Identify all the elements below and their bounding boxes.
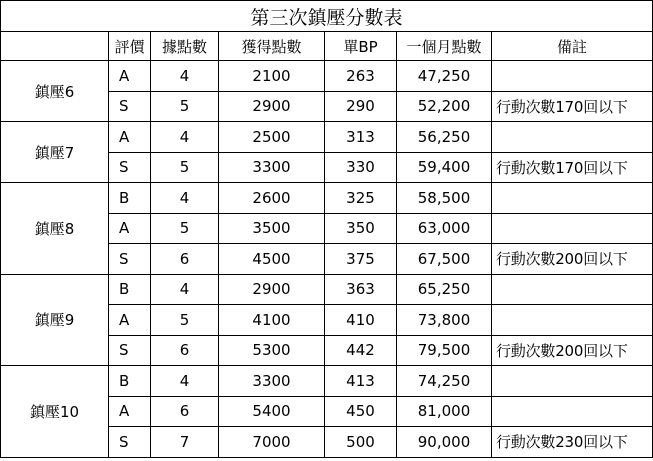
rating-cell: B bbox=[109, 183, 151, 214]
monthly-cell: 79,500 bbox=[397, 335, 492, 366]
note-cell: 行動次數170回以下 bbox=[492, 91, 653, 122]
table-title: 第三次鎮壓分數表 bbox=[1, 1, 653, 32]
header-row bbox=[1, 32, 653, 61]
bases-cell: 7 bbox=[151, 427, 219, 458]
monthly-cell: 73,800 bbox=[397, 305, 492, 336]
note-cell: 行動次數170回以下 bbox=[492, 152, 653, 183]
monthly-cell: 59,400 bbox=[397, 152, 492, 183]
bp-cell: 410 bbox=[325, 305, 397, 336]
note-cell bbox=[492, 396, 653, 427]
bp-cell: 330 bbox=[325, 152, 397, 183]
points-cell: 4500 bbox=[219, 244, 325, 275]
header-note: 備註 bbox=[492, 32, 653, 61]
table-body bbox=[1, 61, 653, 458]
bases-cell: 5 bbox=[151, 152, 219, 183]
note-cell: 行動次數200回以下 bbox=[492, 335, 653, 366]
bases-cell: 6 bbox=[151, 244, 219, 275]
bp-cell: 290 bbox=[325, 91, 397, 122]
bp-cell: 325 bbox=[325, 183, 397, 214]
group-label: 鎮壓6 bbox=[1, 61, 109, 122]
header-bases: 據點數 bbox=[151, 32, 219, 61]
points-cell: 2500 bbox=[219, 122, 325, 153]
bp-cell: 442 bbox=[325, 335, 397, 366]
bases-cell: 4 bbox=[151, 366, 219, 397]
table-row bbox=[1, 366, 653, 397]
rating-cell: S bbox=[109, 244, 151, 275]
bases-cell: 4 bbox=[151, 274, 219, 305]
monthly-cell: 74,250 bbox=[397, 366, 492, 397]
points-cell: 4100 bbox=[219, 305, 325, 336]
bp-cell: 363 bbox=[325, 274, 397, 305]
rating-cell: B bbox=[109, 366, 151, 397]
bp-cell: 350 bbox=[325, 213, 397, 244]
rating-cell: A bbox=[109, 305, 151, 336]
table-row bbox=[1, 61, 653, 92]
note-cell bbox=[492, 305, 653, 336]
points-cell: 5300 bbox=[219, 335, 325, 366]
rating-cell: A bbox=[109, 213, 151, 244]
points-cell: 2100 bbox=[219, 61, 325, 92]
header-rating: 評價 bbox=[109, 32, 151, 61]
table-row bbox=[1, 122, 653, 153]
header-bp: 單BP bbox=[325, 32, 397, 61]
group-label: 鎮壓10 bbox=[1, 366, 109, 458]
monthly-cell: 90,000 bbox=[397, 427, 492, 458]
points-cell: 3300 bbox=[219, 366, 325, 397]
rating-cell: A bbox=[109, 122, 151, 153]
group-label: 鎮壓9 bbox=[1, 274, 109, 366]
bp-cell: 313 bbox=[325, 122, 397, 153]
table-row bbox=[1, 274, 653, 305]
monthly-cell: 67,500 bbox=[397, 244, 492, 275]
rating-cell: S bbox=[109, 427, 151, 458]
note-cell bbox=[492, 183, 653, 214]
bp-cell: 450 bbox=[325, 396, 397, 427]
bases-cell: 5 bbox=[151, 305, 219, 336]
points-cell: 2900 bbox=[219, 91, 325, 122]
bases-cell: 6 bbox=[151, 396, 219, 427]
rating-cell: S bbox=[109, 152, 151, 183]
rating-cell: B bbox=[109, 274, 151, 305]
monthly-cell: 65,250 bbox=[397, 274, 492, 305]
note-cell: 行動次數200回以下 bbox=[492, 244, 653, 275]
group-label: 鎮壓7 bbox=[1, 122, 109, 183]
bases-cell: 4 bbox=[151, 183, 219, 214]
bp-cell: 375 bbox=[325, 244, 397, 275]
monthly-cell: 81,000 bbox=[397, 396, 492, 427]
bases-cell: 4 bbox=[151, 61, 219, 92]
monthly-cell: 63,000 bbox=[397, 213, 492, 244]
header-monthly: 一個月點數 bbox=[397, 32, 492, 61]
monthly-cell: 52,200 bbox=[397, 91, 492, 122]
points-cell: 3300 bbox=[219, 152, 325, 183]
bp-cell: 500 bbox=[325, 427, 397, 458]
monthly-cell: 58,500 bbox=[397, 183, 492, 214]
monthly-cell: 47,250 bbox=[397, 61, 492, 92]
points-cell: 2900 bbox=[219, 274, 325, 305]
bases-cell: 6 bbox=[151, 335, 219, 366]
rating-cell: A bbox=[109, 396, 151, 427]
points-cell: 5400 bbox=[219, 396, 325, 427]
note-cell bbox=[492, 274, 653, 305]
note-cell bbox=[492, 213, 653, 244]
rating-cell: S bbox=[109, 91, 151, 122]
note-cell bbox=[492, 366, 653, 397]
bases-cell: 4 bbox=[151, 122, 219, 153]
header-points: 獲得點數 bbox=[219, 32, 325, 61]
monthly-cell: 56,250 bbox=[397, 122, 492, 153]
points-cell: 2600 bbox=[219, 183, 325, 214]
table-row bbox=[1, 183, 653, 214]
bases-cell: 5 bbox=[151, 213, 219, 244]
bp-cell: 413 bbox=[325, 366, 397, 397]
note-cell bbox=[492, 122, 653, 153]
bp-cell: 263 bbox=[325, 61, 397, 92]
bases-cell: 5 bbox=[151, 91, 219, 122]
note-cell: 行動次數230回以下 bbox=[492, 427, 653, 458]
points-cell: 3500 bbox=[219, 213, 325, 244]
rating-cell: A bbox=[109, 61, 151, 92]
rating-cell: S bbox=[109, 335, 151, 366]
header-blank bbox=[1, 32, 109, 61]
points-cell: 7000 bbox=[219, 427, 325, 458]
group-label: 鎮壓8 bbox=[1, 183, 109, 275]
note-cell bbox=[492, 61, 653, 92]
